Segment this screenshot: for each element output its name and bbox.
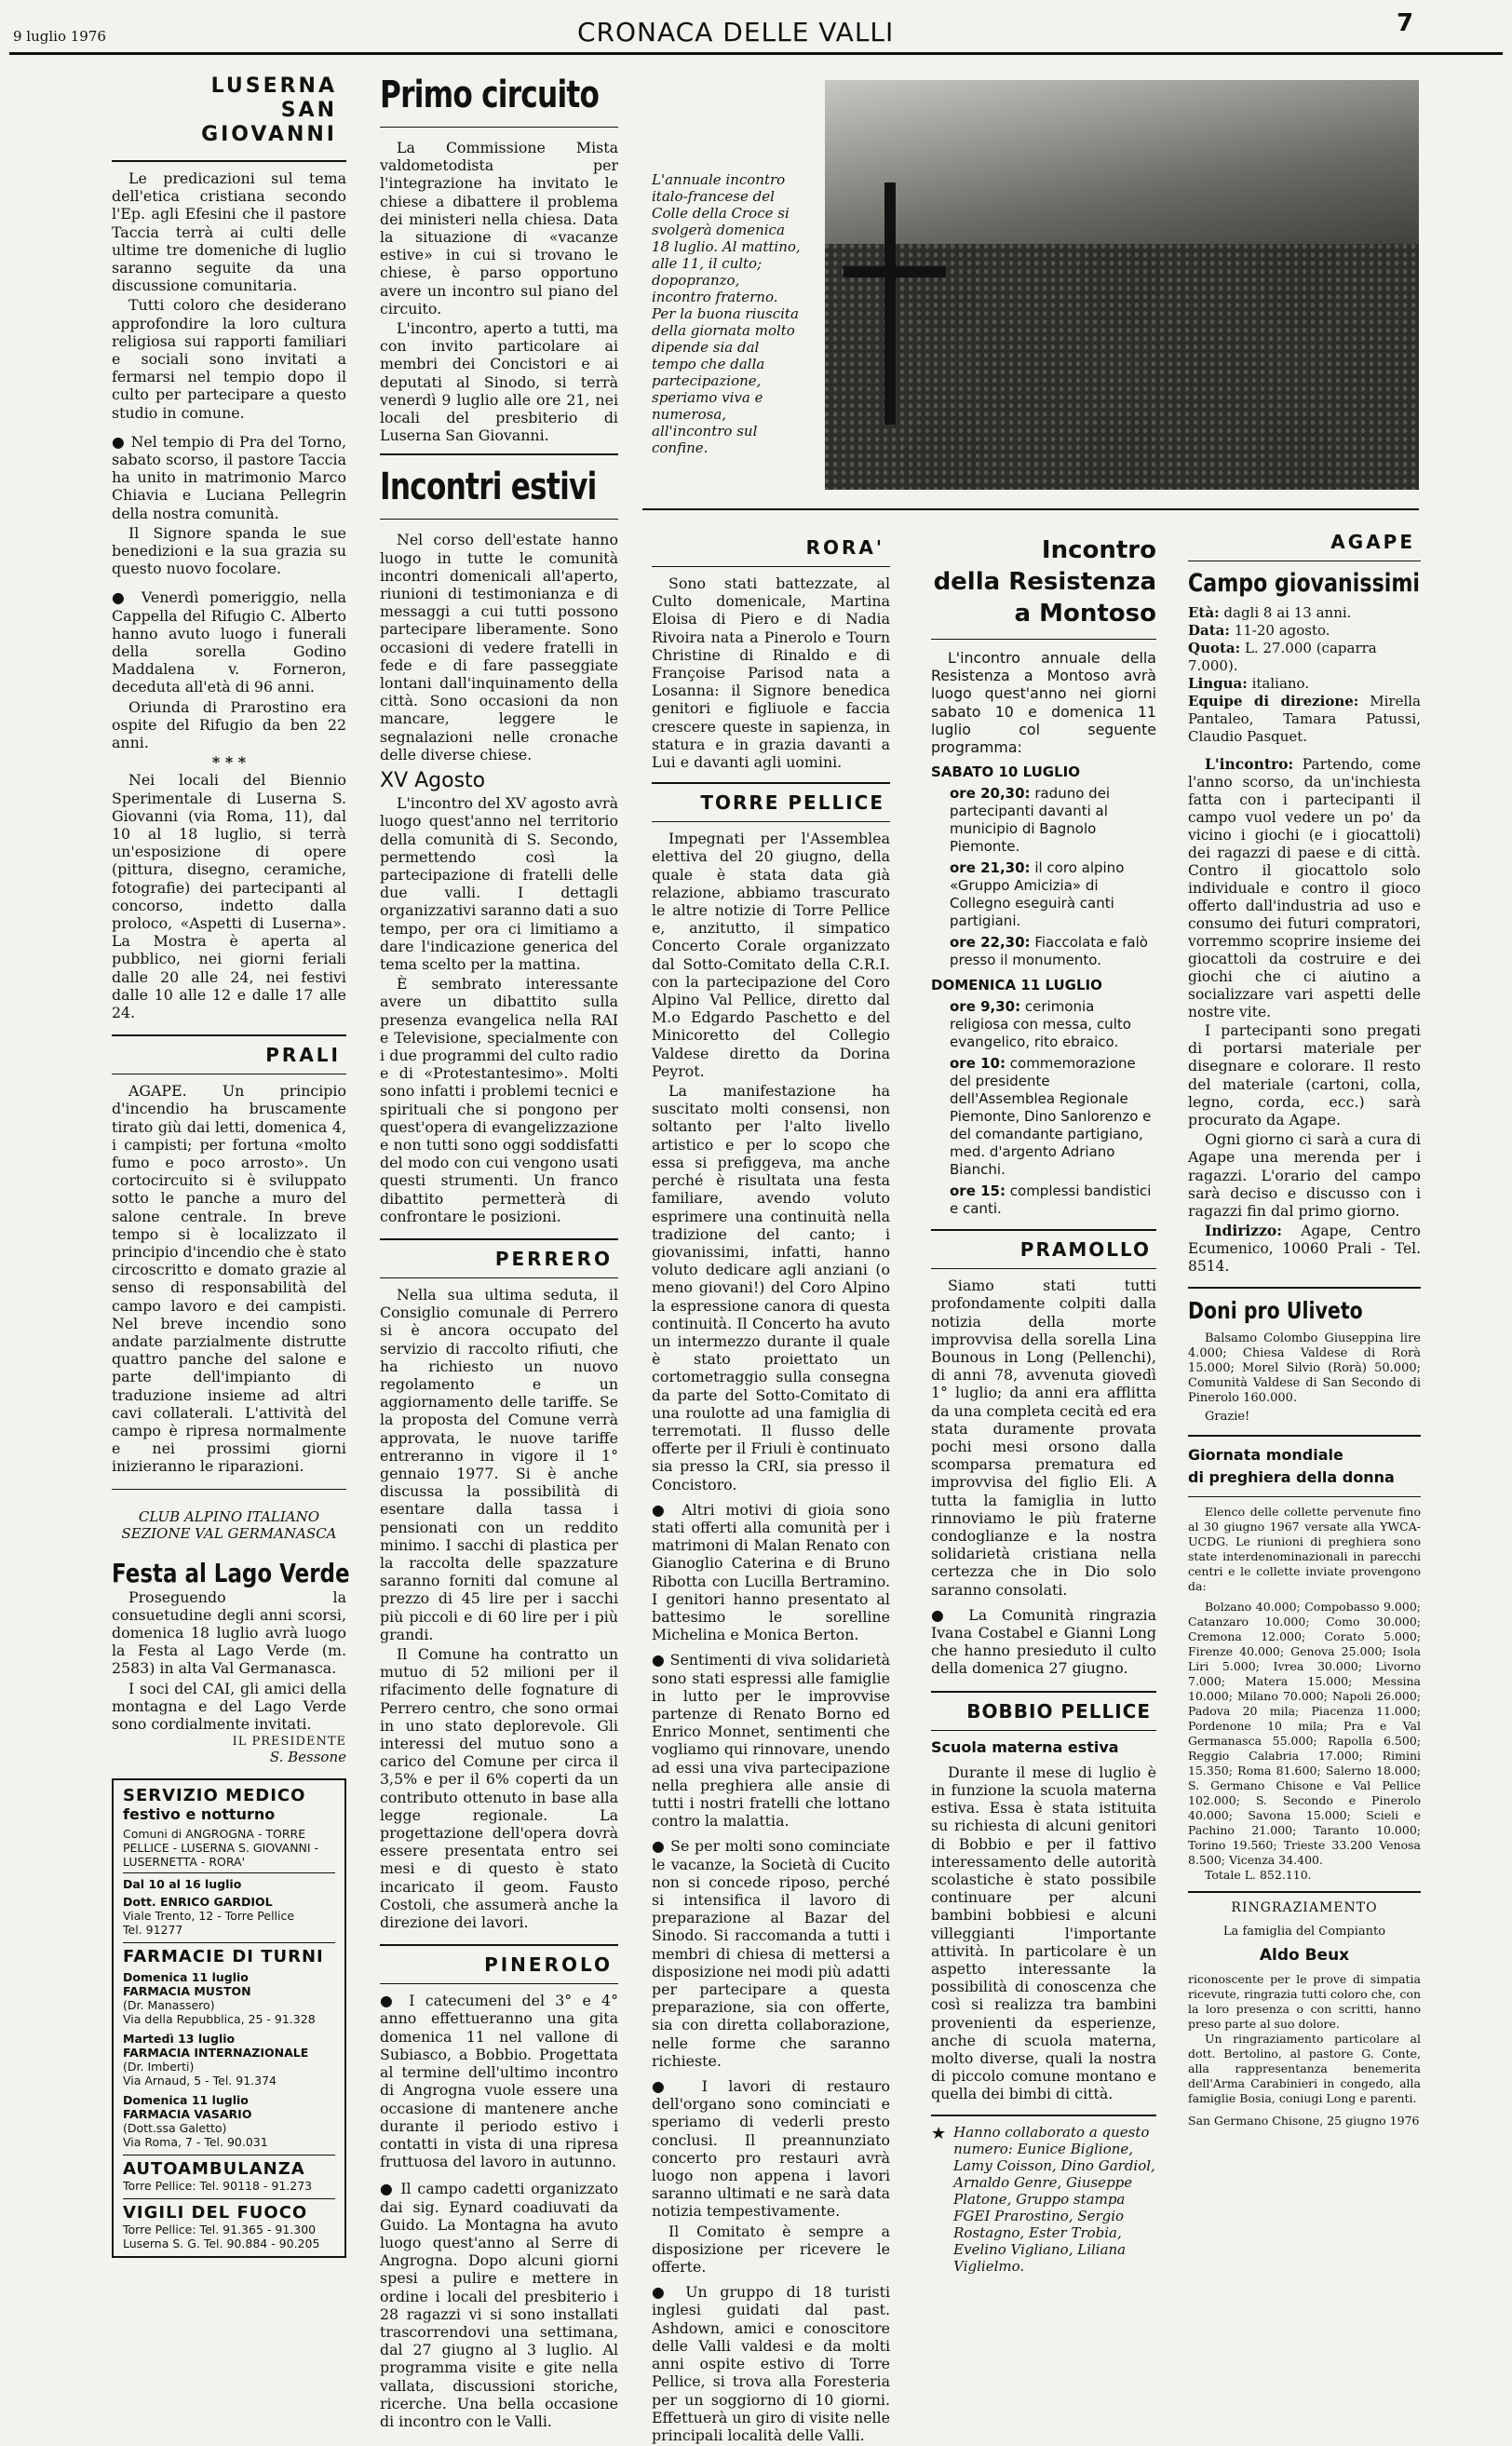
page-number: 7 <box>1397 9 1414 37</box>
cai-org2: SEZIONE VAL GERMANASCA <box>121 1524 337 1542</box>
cai-sig1: IL PRESIDENTE <box>232 1735 346 1750</box>
medical-comuni: Comuni di ANGROGNA - TORRE PELLICE - LUSERNA S. GIOVANNI - LUSERNETTA - RORA' <box>123 1827 319 1870</box>
collab-text: Hanno collaborato a questo numero: Eunice Biglione, Lamy Coisson, Dino Gardiol, Arnaldo Genre, Giuseppe Platone, Gruppo stampa FGEI Prarostino, Sergio Rostagno, Ester Trobia, Evelino Vigliano, Liliana Viglielmo. <box>953 2123 1155 2275</box>
agape-data-value: 11-20 agosto. <box>1234 622 1330 639</box>
farm2-name: FARMACIA INTERNAZIONALE <box>123 2046 309 2061</box>
resistenza-title <box>931 534 1156 629</box>
torre-d5: ● Un gruppo di 18 turisti inglesi guidati dal past. Ashdown, amici e conoscitore delle Valli valdesi e da molti anni ospite estivo di Torre Pellice, si trova alla Foresteria per un soggiorno di 10 giorni. Effettuerà un giro di visite nelle principali località delle Valli. <box>652 2283 890 2444</box>
agape-ind-value: Agape, Centro Ecumenico, 10060 Prali - Tel. 8514. <box>1188 1223 1421 1276</box>
luserna-wedding: ● Nel tempio di Pra del Torno, sabato scorso, il pastore Taccia ha unito in matrimonio Marco Chiavia e Luciana Pellegrin della nostra comunità. <box>112 433 346 522</box>
bobbio-rule <box>931 1730 1156 1731</box>
res-d3-time: ore 15: <box>950 1182 1006 1200</box>
pinerolo-rule-top <box>380 1944 618 1946</box>
agape-kicker: AGAPE <box>1330 531 1415 553</box>
farm1-addr: Via della Repubblica, 25 - 91.328 <box>123 2012 316 2027</box>
column-3 <box>652 536 890 2446</box>
perrero-rule <box>380 1277 618 1278</box>
pramollo-p1: Siamo stati tutti profondamente colpiti dalla notizia della morte improvvisa della sorella Lina Bounous in Long (Pellenchi), di anni 78, avvenuta giovedì 1° luglio; da anni era afflitta da una completa cecità ed era stata duramente provata pochi mesi orsono dalla scomparsa prematura ed improvvisa del figlio Eli. A tutta la famiglia in lutto rinnoviamo le più fraterne condoglianze e la nostra solidarietà cristiana nella certezza che in Dio solo saranno consolati. <box>931 1277 1156 1599</box>
star-icon: ★ <box>931 2123 947 2143</box>
pinerolo-rule <box>380 1983 618 1984</box>
pinerolo-kicker: PINEROLO <box>484 1953 613 1977</box>
medical-rule <box>123 1872 335 1873</box>
agape-p2: I partecipanti sono pregati di portarsi materiale per disegnare e colorare. Il resto del materiale (cartoni, colla, legno, corda, ecc.) sarà procurato da Agape. <box>1188 1021 1421 1129</box>
agape-eta <box>1188 604 1421 622</box>
torre-d2: ● Sentimenti di viva solidarietà sono stati espressi alle famiglie in lutto per le improvvise partenze di Renato Borno ed Enrico Monnet, sentimenti che vogliamo qui rinnovare, unendo ad essi una viva partecipazione nella preghiera alle ansie di tutti i nostri fratelli che lottano contro la malattia. <box>652 1651 890 1830</box>
doni-thanks: Grazie! <box>1205 1410 1250 1425</box>
pinerolo-d2: ● Il campo cadetti organizzato dai sig. Eynard coadiuvati da Guido. La Montagna ha avuto luogo quest'anno al Serre di Angrogna. Dopo alcuni giorni spesi a pulire e mettere in ordine i locali del presbiterio i 28 ragazzi vi si sono installati trascorrendovi una settimana, dal 27 giugno al 3 luglio. Al programma visite e gite nella vallata, discussioni storiche, ricerche. Una bella occasione di incontro con le Valli. <box>380 2180 618 2430</box>
resistenza-title2: della Resistenza <box>933 568 1156 596</box>
torre-d3: ● Se per molti sono cominciate le vacanze, la Società di Cucito non si concede riposo, perché si intensifica il lavoro di preparazione al Bazar del Sinodo. Si raccomanda a tutti i membri di chiesa di mettersi a disposizione nei modi più adatti per partecipare a questa preparazione, sia con offerte, sia con diretta collaborazione, nelle forme che saranno richieste. <box>652 1837 890 2070</box>
primo-p1: La Commissione Mista valdometodista per l'integrazione ha invitato le chiese a dibattere il problema dei ministeri nella chiesa. Data la situazione di «vacanze estive» in cui si trovano le chiese, è parso opportuno avere un incontro sul piano del circuito. <box>380 139 618 318</box>
emergency-box <box>112 1778 346 2258</box>
column-2 <box>380 74 618 2432</box>
vig-title: VIGILI DEL FUOCO <box>123 2203 308 2223</box>
perrero-kicker: PERRERO <box>494 1247 613 1270</box>
torre-p1: Impegnati per l'Assemblea elettiva del 20 giugno, della quale è stata data già relazione, abbiamo trascurato le altre notizie di Torre Pellice e, anzitutto, il simpatico Concerto Corale organizzato dal Sotto-Comitato della C.R.I. con la partecipazione del Coro Alpino Val Pellice, diretto dal M.o Edgardo Paschetto e del Minicoretto del Collegio Valdese diretto da Dorina Peyrot. <box>652 830 890 1080</box>
res-d2 <box>931 1055 1156 1179</box>
incontri-p1: Nel corso dell'estate hanno luogo in tutte le comunità incontri domenicali all'aperto, riunioni di testimonianza e di messaggi a cui tutti possono partecipare liberamente. Sono occasioni di vedere fratelli in fede e di fare passeggiate lontani dall'inquinamento della città. Sono occasioni da non mancare, leggere le segnalazioni nelle cronache delle diverse chiese. <box>380 531 618 764</box>
farm1-date: Domenica 11 luglio <box>123 1970 249 1985</box>
resistenza-rule <box>931 639 1156 640</box>
res-d1-text: cerimonia religiosa con messa, culto evangelico, rito ebraico. <box>950 998 1131 1051</box>
auto-title: AUTOAMBULANZA <box>123 2159 305 2180</box>
agape-eta-value: dagli 8 ai 13 anni. <box>1223 604 1352 621</box>
column-4 <box>931 534 1156 2275</box>
res-s3 <box>931 934 1156 969</box>
bobbio-p1: Durante il mese di luglio è in funzione la scuola materna estiva. Essa è stata istituita su richiesta di alcuni genitori di Bobbio e per il fattivo interessamento delle autorità scolastiche è stato possibile continuare per alcuni bambini bobbiesi e alcuni villeggianti l'importante attività. In particolare è un aspetto interessante la possibilità di conoscenza che così si realizza tra bambini provenienti da esperienze, anche di scuola materna, molto diverse, quali la nostra di piccolo comune montano e quella dei bimbi di città. <box>931 1763 1156 2103</box>
torre-rule-top <box>652 782 890 784</box>
medical-address: Viale Trento, 12 - Torre Pellice <box>123 1909 295 1924</box>
res-s2 <box>931 859 1156 930</box>
resistenza-program <box>931 649 1156 1218</box>
medical-title: SERVIZIO MEDICO <box>123 1786 306 1806</box>
res-d2-time: ore 10: <box>950 1055 1006 1073</box>
luserna-origin: Oriunda di Prarostino era ospite del Rifugio da ben 22 anni. <box>112 697 346 752</box>
luserna-rule <box>112 160 346 162</box>
res-s1-text: raduno dei partecipanti davanti al municipio di Bagnolo Piemonte. <box>950 785 1111 856</box>
giornata-rule <box>1188 1496 1421 1497</box>
torre-kicker: TORRE PELLICE <box>700 791 884 815</box>
agape-incontro <box>1188 755 1421 1021</box>
cai-title: Festa al Lago Verde <box>112 1557 350 1588</box>
incontri-p2: L'incontro del XV agosto avrà luogo quest'anno nel territorio della comunità di S. Secondo, permettendo così la partecipazione di fratelli delle due valli. I dettagli organizzativi saranno dati a suo tempo, per ora ci limitiamo a dare l'indicazione generica del tema scelto per la mattina. <box>380 794 618 973</box>
perrero-p2: Il Comune ha contratto un mutuo di 52 milioni per il rifacimento delle fognature di Perrero centro, che sono ormai in uno stato deplorevole. Gli interessi del mutuo sono a carico del Comune per circa il 3,5% e per il 6% coperti da un contributo ottenuto in base alla legge regionale. La progettazione dell'opera dovrà essere presentata entro sei mesi e di questo è stato incaricato il geom. Fausto Costoli, che assumerà anche la direzione dei lavori. <box>380 1645 618 1932</box>
farm2-doc: (Dr. Imberti) <box>123 2060 195 2074</box>
primo-title: Primo circuito <box>380 74 600 116</box>
agape-quota-label: Quota: <box>1188 640 1241 656</box>
page-header <box>0 0 1512 67</box>
agape-lingua <box>1188 675 1421 693</box>
res-d1-time: ore 9,30: <box>950 998 1021 1016</box>
incontri-sub: XV Agosto <box>380 769 486 793</box>
header-rule <box>9 52 1503 55</box>
resistenza-dom: DOMENICA 11 LUGLIO <box>931 977 1102 994</box>
photo-crowd <box>825 244 1419 490</box>
ringr-p2: Un ringraziamento particolare al dott. Bertolino, al pastore G. Conte, alla rappresentanza benemerita dell'Arma Carabinieri in congedo, alla famiglie Bosia, coniugi Long e parenti. <box>1188 2032 1421 2106</box>
farm-rule <box>123 1942 335 1943</box>
pramollo-rule <box>931 1268 1156 1269</box>
luserna-exhibit: Nei locali del Biennio Sperimentale di Luserna S. Giovanni (via Roma, 11), dal 10 al 18 luglio, si terrà un'esposizione di opere (pittura, disegno, ceramiche, fotografie) dei partecipanti al concorso, indetto dalla proloco, «Aspetti di Luserna». La Mostra è aperta al pubblico, nei giorni feriali dalle 20 alle 24, nei festivi dalle 10 alle 12 e dalle 17 alle 24. <box>112 771 346 1021</box>
res-d3-text: complessi bandistici e canti. <box>950 1182 1152 1218</box>
rora-rule <box>652 566 890 567</box>
agape-incontro-value: Partendo, come l'anno scorso, da un'inchiesta fatta con i partecipanti il campo vuol vedere un po' da vicino i giochi (e i giocattoli) dei ragazzi di paese e di città. Contro il giocattolo solo individuale e contro il gioco offerto dall'industria ad uso e consumo dei futuri compratori, vorremmo scoprire insieme dei giocattoli da costruire e dei giochi che ci aiutino a socializzare vari aspetti delle nostre vite. <box>1188 756 1421 1020</box>
agape-lingua-value: italiano. <box>1251 675 1310 692</box>
doni-p1: Balsamo Colombo Giuseppina lire 4.000; Chiesa Valdese di Rorà 15.000; Morel Silvio (Rorà) 50.000; Comunità Valdese di San Secondo di Pinerolo 160.000. <box>1188 1331 1421 1406</box>
agape-lingua-label: Lingua: <box>1188 675 1248 692</box>
farm3-addr: Via Roma, 7 - Tel. 90.031 <box>123 2135 268 2150</box>
medical-tel: Tel. 91277 <box>123 1923 183 1938</box>
incontri-p3: È sembrato interessante avere un dibattito sulla presenza evangelica nella RAI e Televisione, specialmente con i due programmi del culto radio e di «Protestantesimo». Molti sono infatti i problemi tecnici e spirituali che si pongono per quest'opera di evangelizzazione e non tutti sono oggi soddisfatti del modo con cui vengono usati questi strumenti. Un franco dibattito permetterà di confrontare le posizioni. <box>380 975 618 1225</box>
agape-equipe <box>1188 693 1421 746</box>
collab-rule <box>931 2115 1156 2116</box>
luserna-p2: Tutti coloro che desiderano approfondire la loro cultura religiosa sui rapporti familiari e sociali sono invitati a fermarsi nel tempio dopo il culto per partecipare a questo studio in comune. <box>112 296 346 422</box>
agape-equipe-label: Equipe di direzione: <box>1188 693 1359 709</box>
farm2-addr: Via Arnaud, 5 - Tel. 91.374 <box>123 2074 277 2088</box>
rora-p1: Sono stati battezzate, al Culto domenicale, Martina Eloisa di Piero e di Nadia Rivoira nata a Pinerolo e Tourn Christine di Rinaldo e di Françoise Parisod nata a Losanna: il Signore benedica genitori e figliuole e faccia crescere queste in sapienza, in statura e in grazia davanti a Lui e davanti agli uomini. <box>652 574 890 772</box>
farm3-name: FARMACIA VASARIO <box>123 2107 252 2122</box>
photo-cross-post <box>884 182 896 425</box>
bobbio-sub: Scuola materna estiva <box>931 1737 1119 1756</box>
photo-caption: L'annuale incontro italo-francese del Colle della Croce si svolgerà domenica 18 luglio. Al mattino, alle 11, il culto; dopopranzo, incontro fraterno. Per la buona riuscita della giornata molto dipende sia dal tempo che dalla partecipazione, speriamo viva e numerosa, all'incontro sul confine. <box>652 171 801 456</box>
doni-title: Doni pro Uliveto <box>1188 1297 1363 1325</box>
agape-p3: Ogni giorno ci sarà a cura di Agape una merenda per i ragazzi. L'orario del campo sarà deciso e discusso con i ragazzi fin dal primo giorno. <box>1188 1130 1421 1221</box>
column-5 <box>1188 531 1421 2128</box>
agape-quota <box>1188 640 1421 675</box>
torre-rule <box>652 821 890 822</box>
incontri-rule-top <box>380 453 618 455</box>
resistenza-title3: a Montoso <box>1014 600 1156 628</box>
res-d2-text: commemorazione del presidente dell'Assemblea Regionale Piemonte, Dino Sanlorenzo e del comandante partigiano, med. d'argento Adriano Bianchi. <box>950 1055 1152 1179</box>
medical-subtitle: festivo e notturno <box>123 1805 276 1824</box>
torre-d4b: Il Comitato è sempre a disposizione per ricevere le offerte. <box>652 2222 890 2277</box>
res-s1 <box>931 785 1156 856</box>
ringr-p1: riconoscente per le prove di simpatia ricevute, ringrazia tutti coloro che, con la loro presenza o con scritti, hanno preso parte al suo dolore. <box>1188 1972 1421 2032</box>
luserna-stars: * * * <box>211 753 247 772</box>
farm2-date: Martedì 13 luglio <box>123 2032 236 2047</box>
masthead: CRONACA DELLE VALLI <box>577 17 895 47</box>
luserna-blessing: Il Signore spanda le sue benedizioni e la sua grazia su questo nuovo focolare. <box>112 523 346 578</box>
luserna-funeral: ● Venerdì pomeriggio, nella Cappella del Rifugio C. Alberto hanno avuto luogo i funerali della sorella Godino Maddalena v. Forneron, deceduta all'età di 96 anni. <box>112 588 346 696</box>
luserna-kicker: LUSERNA SAN GIOVANNI <box>201 74 337 146</box>
farm-title: FARMACIE DI TURNI <box>123 1947 324 1967</box>
giornata-title2: di preghiera della donna <box>1188 1468 1395 1487</box>
agape-equipe-value: Mirella Pantaleo, Tamara Patussi, Claudio Pasquet. <box>1188 693 1421 745</box>
farm1-name: FARMACIA MUSTON <box>123 1984 251 1999</box>
farm1-doc: (Dr. Manassero) <box>123 1998 215 2013</box>
farm3-date: Domenica 11 luglio <box>123 2093 249 2108</box>
issue-date: 9 luglio 1976 <box>13 28 106 45</box>
res-s1-time: ore 20,30: <box>950 785 1031 803</box>
resistenza-title1: Incontro <box>1041 536 1156 564</box>
ringr-kicker: RINGRAZIAMENTO <box>1231 1900 1378 1916</box>
giornata-title <box>1188 1444 1421 1489</box>
res-d1 <box>931 998 1156 1051</box>
pinerolo-d1: ● I catecumeni del 3° e 4° anno effettueranno una gita domenica 11 nel vallone di Subiasco, a Bobbio. Progettata al termine dell'ultimo incontro di Angrogna vuole essere una occasione di mantenere anche durante il periodo estivo i contatti in vista di una ripresa fruttuosa del lavoro in autunno. <box>380 1992 618 2170</box>
agape-data <box>1188 622 1421 640</box>
incontri-rule <box>380 519 618 520</box>
farm3-doc: (Dott.ssa Galetto) <box>123 2121 227 2136</box>
cai-p1: Proseguendo la consuetudine degli anni scorsi, domenica 18 luglio avrà luogo la Festa al Lago Verde (m. 2583) in alta Val Germanasca. <box>112 1588 346 1678</box>
agape-title: Campo giovanissimi <box>1188 569 1421 598</box>
torre-p2: La manifestazione ha suscitato molti consensi, non soltanto per l'alto livello artistico e per lo scopo che essa si prefiggeva, ma anche perché è risultata una festa familiare, avendo voluto esprimere una continuità nella tradizione del canto; i giovanissimi, infatti, hanno voluto dedicare agli anziani (o meno giovani!) del Coro Alpino la espressione canora di questa continuità. Il Concerto ha avuto un intermezzo durante il quale è stato proiettato un cortometraggio sulla consegna da parte del Sotto-Comitato di una roulotte ad una famiglia di terremotati. Il flusso delle offerte per il Friuli è continuato sia presso la CRI, sia presso il Concistoro. <box>652 1082 890 1493</box>
vig-tel1: Torre Pellice: Tel. 91.365 - 91.300 <box>123 2223 317 2237</box>
luserna-p1: Le predicazioni sul tema dell'etica cristiana secondo l'Ep. agli Efesini che il pastore Taccia terrà ai culti delle ultime tre domeniche di luglio saranno seguite da una discussione comunitaria. <box>112 169 346 295</box>
res-s3-time: ore 22,30: <box>950 934 1031 952</box>
giornata-p1: Elenco delle collette pervenute fino al 30 giugno 1967 versate alla YWCA-UCDG. Le riunioni di preghiera sono state interdenominazionali in parecchi centri e le collette inviate provengono da: <box>1188 1505 1421 1594</box>
ringr-date: San Germano Chisone, 25 giugno 1976 <box>1188 2114 1420 2128</box>
resistenza-p1: L'incontro annuale della Resistenza a Montoso avrà luogo quest'anno nei giorni sabato 10 e domenica 11 luglio col seguente programma: <box>931 649 1156 757</box>
giornata-rule-top <box>1188 1435 1421 1437</box>
primo-p2: L'incontro, aperto a tutti, ma con invito particolare ai membri dei Concistori e ai deputati al Sinodo, si terrà venerdì 9 luglio alle ore 21, nei locali del presbiterio di Luserna San Giovanni. <box>380 319 618 445</box>
prali-rule-top <box>112 1034 346 1036</box>
cai-sig2: S. Bessone <box>269 1749 346 1766</box>
agape-ind <box>1188 1222 1421 1276</box>
res-s3-text: Fiaccolata e falò presso il monumento. <box>950 934 1148 969</box>
agape-quota-value: L. 27.000 (caparra 7.000). <box>1188 640 1377 674</box>
vig-rule <box>123 2198 335 2199</box>
photo-colle-croce <box>825 80 1419 490</box>
cai-org1: CLUB ALPINO ITALIANO <box>138 1507 320 1525</box>
vig-tel2: Luserna S. G. Tel. 90.884 - 90.205 <box>123 2237 320 2251</box>
primo-rule <box>380 127 618 128</box>
pramollo-rule-top <box>931 1229 1156 1231</box>
giornata-title1: Giornata mondiale <box>1188 1446 1343 1465</box>
agape-ind-label: Indirizzo: <box>1205 1222 1282 1240</box>
agape-data-label: Data: <box>1188 622 1230 639</box>
pramollo-d1: ● La Comunità ringrazia Ivana Costabel e Gianni Long che hanno presieduto il culto della domenica 27 giugno. <box>931 1606 1156 1678</box>
perrero-p1: Nella sua ultima seduta, il Consiglio comunale di Perrero si è ancora occupato del servizio di raccolto rifiuti, che ha richiesto un nuovo regolamento e un aggiornamento delle tariffe. Se la proposta del Comune verrà approvata, le nuove tariffe entreranno in vigore il 1° gennaio 1977. Si è anche discussa la possibilità di esentare dalla tassa i pensionati con un reddito minimo. I sacchi di plastica per la raccolta delle spazzature saranno forniti dal comune al prezzo di 45 lire per i sacchi più piccoli e di 60 lire per i più grandi. <box>380 1285 618 1643</box>
collab-box <box>931 2124 1156 2275</box>
giornata-p2: Bolzano 40.000; Compobasso 9.000; Catanzaro 10.000; Como 30.000; Cremona 12.000; Corato 5.000; Firenze 40.000; Genova 25.000; Isola Liri 5.000; Ivrea 30.000; Livorno 7.000; Matera 15.000; Messina 10.000; Milano 70.000; Napoli 26.000; Padova 20 mila; Piacenza 11.000; Pordenone 10 mila; Pra e Val Germanasca 55.000; Rapolla 6.500; Reggio Calabria 17.000; Rimini 15.350; Roma 81.600; Salerno 18.000; S. Germano Chisone e Val Pellice 102.000; S. Secondo e Pinerolo 40.000; Savona 15.000; Scieli e Pachino 21.000; Taranto 10.000; Torino 19.560; Trieste 33.200 Venosa 8.500; Vicenza 34.400. <box>1188 1600 1421 1868</box>
agape-eta-label: Età: <box>1188 604 1220 621</box>
bobbio-rule-top <box>931 1691 1156 1693</box>
giornata-total: Totale L. 852.110. <box>1205 1868 1312 1883</box>
ringr-rule-top <box>1188 1891 1421 1893</box>
medical-doctor: Dott. ENRICO GARDIOL <box>123 1895 273 1910</box>
incontri-title: Incontri estivi <box>380 466 597 509</box>
photo-rule <box>642 508 1419 510</box>
torre-d4: ● I lavori di restauro dell'organo sono cominciati e speriamo di vederli presto conclusi. Il preannunziato concerto pro restauri avrà luogo non appena i lavori saranno ultimati e ne sarà data notizia tempestivamente. <box>652 2077 890 2221</box>
photo-cross-bar <box>844 266 946 277</box>
column-1 <box>112 74 350 2258</box>
doni-rule-top <box>1188 1287 1421 1289</box>
ringr-lead: La famiglia del Compianto <box>1222 1925 1386 1939</box>
res-s2-text: il coro alpino «Gruppo Amicizia» di Collegno eseguirà canti partigiani. <box>950 859 1125 930</box>
photo-mountains <box>825 80 1419 261</box>
bobbio-kicker: BOBBIO PELLICE <box>966 1699 1151 1723</box>
cai-rule <box>112 1489 346 1490</box>
auto-tel: Torre Pellice: Tel. 90118 - 91.273 <box>123 2179 313 2194</box>
medical-dates: Dal 10 al 16 luglio <box>123 1877 242 1892</box>
res-s2-time: ore 21,30: <box>950 859 1031 877</box>
ringr-name: Aldo Beux <box>1259 1946 1350 1966</box>
prali-kicker: PRALI <box>265 1044 341 1067</box>
res-d3 <box>931 1182 1156 1218</box>
prali-p1: AGAPE. Un principio d'incendio ha bruscamente tirato giù dai letti, domenica 4, i campisti; per fortuna «molto fumo e poco arrosto». Un cortocircuito si è sviluppato sotto le panche a muro del salone centrale. In breve tempo si è localizzato il principio d'incendio che è stato circoscritto e domato grazie al senso di responsabilità del campo lavoro e dei campisti. Nel breve incendio sono andate parzialmente distrutte quattro panche del salone e parte dell'impianto di traduzione insieme ad altri cavi collaterali. L'attività del campo è ripresa normalmente e nei prossimi giorni inizieranno le riparazioni. <box>112 1082 346 1476</box>
resistenza-sab: SABATO 10 LUGLIO <box>931 764 1080 781</box>
perrero-rule-top <box>380 1238 618 1240</box>
pramollo-kicker: PRAMOLLO <box>1019 1238 1151 1262</box>
rora-kicker: RORA' <box>805 536 884 559</box>
torre-d1: ● Altri motivi di gioia sono stati offerti alla comunità per i matrimoni di Malan Renato con Gianoglio Caterina e di Bruno Ribotta con Lucilla Bertramino. I genitori hanno presentato al battesimo le sorelline Michelina e Monica Berton. <box>652 1501 890 1644</box>
cai-p2: I soci del CAI, gli amici della montagna e del Lago Verde sono cordialmente invitati. <box>112 1679 346 1734</box>
agape-incontro-label: L'incontro: <box>1205 755 1294 773</box>
